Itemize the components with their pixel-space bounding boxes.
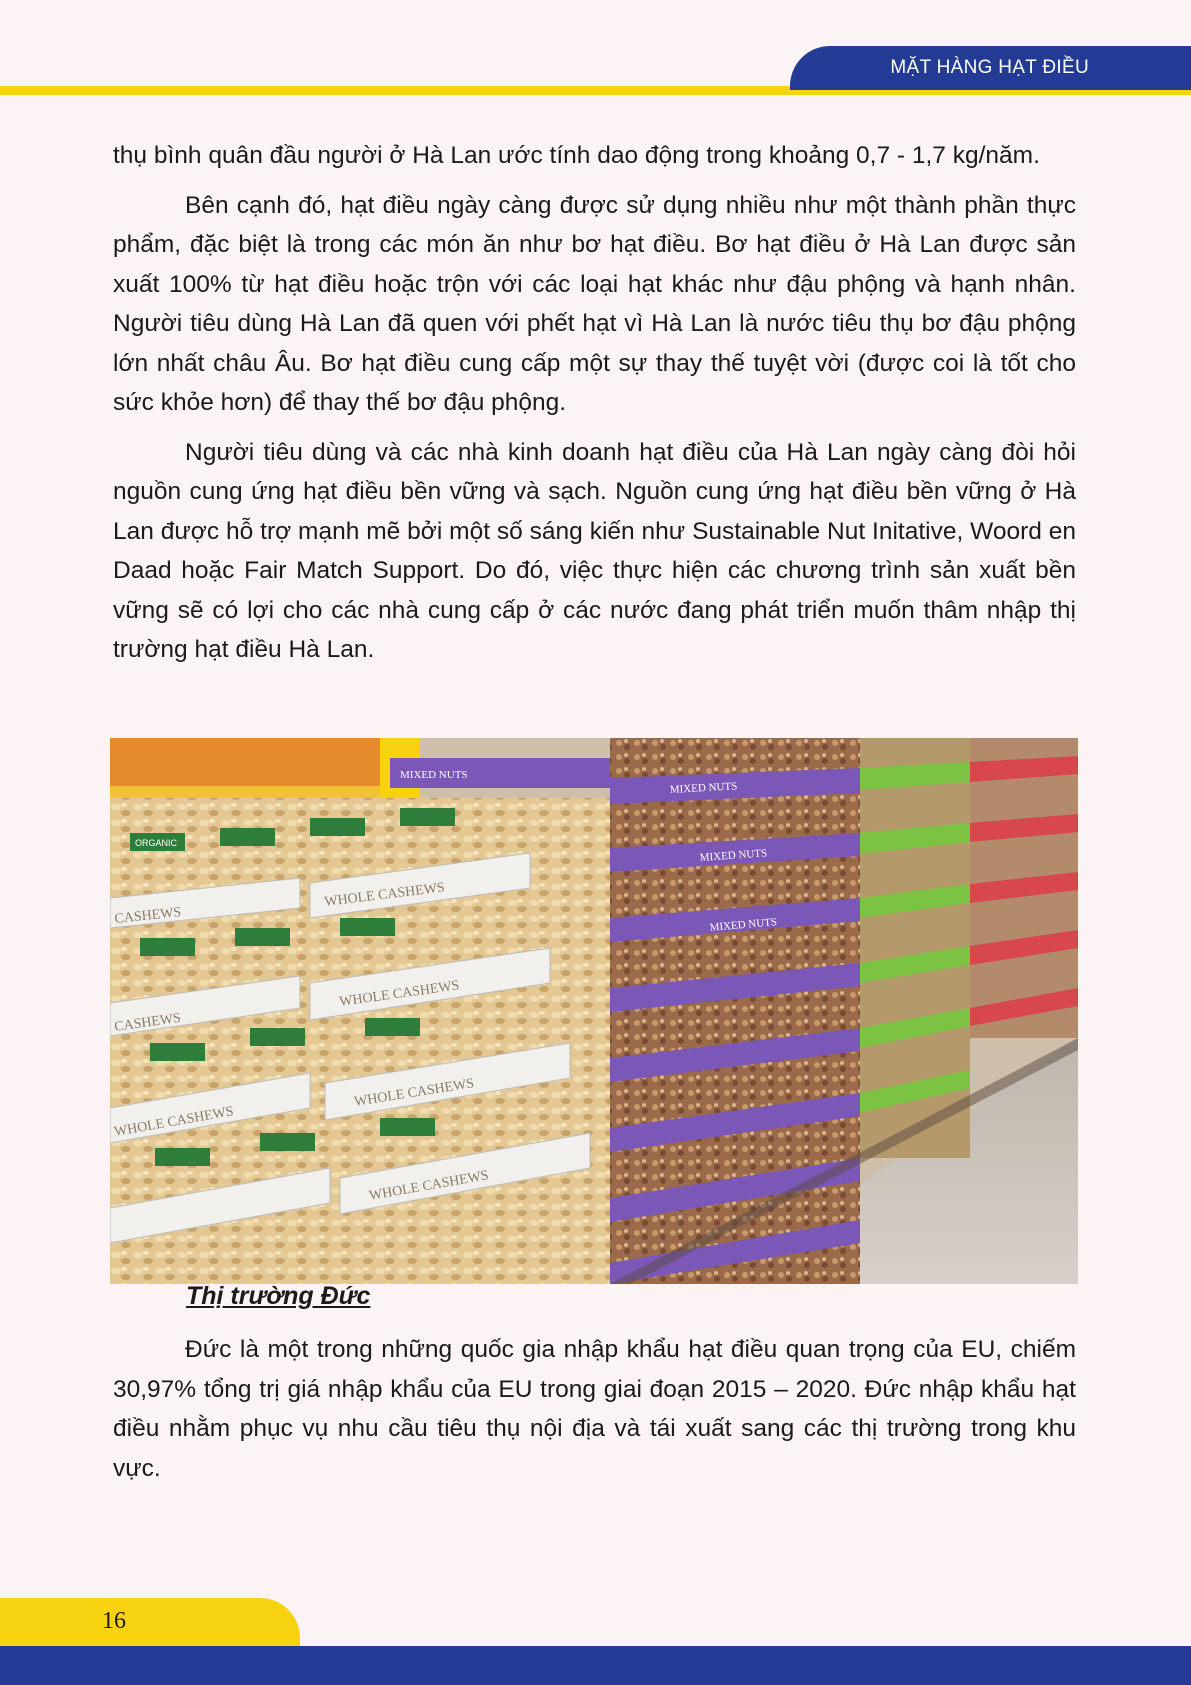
paragraph-2: Bên cạnh đó, hạt điều ngày càng được sử dụng nhiều như một thành phần thực phẩm, đặc biệt là trong các món ăn như bơ hạt điều. Bơ hạt điều ở Hà Lan được sản xuất 100% từ hạt điều hoặc trộn với các loại hạt khác như đậu phộng và hạnh nhân. Người tiêu dùng Hà Lan đã quen với phết hạt vì Hà Lan là nước tiêu thụ bơ đậu phộng lớn nhất châu Âu. Bơ hạt điều cung cấp một sự thay thế tuyệt vời (được coi là tốt cho sức khỏe hơn) để thay thế bơ đậu phộng. [113, 191, 1076, 416]
photo-label-whole-cashews-4: WHOLE CASHEWS [113, 1104, 235, 1140]
footer-yellow-tab [0, 1598, 300, 1648]
photo-label-mixed-nuts-2: MIXED NUTS [669, 780, 738, 796]
photo-label-mixed-nuts-4: MIXED NUTS [709, 916, 778, 934]
cashew-shelf-illustration [110, 738, 1078, 1284]
paragraph-4: Đức là một trong những quốc gia nhập khẩu hạt điều quan trọng của EU, chiếm 30,97% tổng trị giá nhập khẩu của EU trong giai đoạn 2015 – 2020. Đức nhập khẩu hạt điều nhằm phục vụ nhu cầu tiêu thụ nội địa và tái xuất sang các thị trường trong khu vực. [113, 1336, 1076, 1482]
photo-label-mixed-nuts-3: MIXED NUTS [699, 847, 768, 864]
photo-label-cashews-2: CASHEWS [113, 1010, 182, 1035]
photo-label-whole-cashews-2: WHOLE CASHEWS [338, 978, 461, 1010]
footer-navy-bar [0, 1646, 1191, 1685]
paragraph-1: thụ bình quân đầu người ở Hà Lan ước tính dao động trong khoảng 0,7 - 1,7 kg/năm. [113, 142, 1040, 169]
photo-label-whole-cashews-5: WHOLE CASHEWS [368, 1168, 490, 1204]
paragraph-3: Người tiêu dùng và các nhà kinh doanh hạt điều của Hà Lan ngày càng đòi hỏi nguồn cung ứng hạt điều bền vững và sạch. Nguồn cung ứng hạt điều bền vững ở Hà Lan được hỗ trợ mạnh mẽ bởi một số sáng kiến như Sustainable Nut Initative, Woord en Daad hoặc Fair Match Support. Do đó, việc thực hiện các chương trình sản xuất bền vững sẽ có lợi cho các nhà cung cấp ở các nước đang phát triển muốn thâm nhập thị trường hạt điều Hà Lan. [113, 438, 1076, 663]
body-text-after [113, 1330, 1076, 1498]
photo-label-mixed-nuts-1: MIXED NUTS [400, 769, 468, 781]
page-number: 16 [102, 1608, 126, 1634]
cashew-shelf-photo [110, 738, 1078, 1284]
photo-label-whole-cashews-1: WHOLE CASHEWS [323, 880, 446, 910]
subheading-germany-market: Thị trường Đức [186, 1282, 371, 1310]
photo-label-whole-cashews-3: WHOLE CASHEWS [353, 1076, 476, 1110]
body-text [113, 136, 1076, 680]
header-tab [790, 46, 1191, 90]
photo-label-cashews-1: CASHEWS [113, 905, 182, 927]
section-title: MẶT HÀNG HẠT ĐIỀU [890, 57, 1089, 78]
photo-label-organic: ORGANIC [135, 838, 178, 848]
